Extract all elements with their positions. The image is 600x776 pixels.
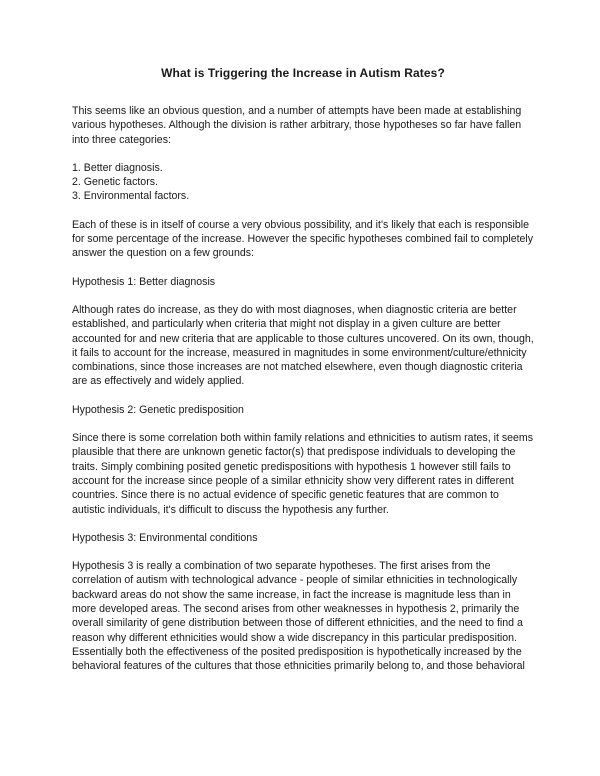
hypothesis-1-body: Although rates do increase, as they do with most diagnoses, when diagnostic criteria are better established, and particularly when criteria that might not display in a given culture are better accounted for and new criteria that are applicable to those cultures uncovered. On its own, though, it fails to account for the increase, measured in magnitudes in some environment/culture/ethnicity combinations, since those increases are not matched elsewhere, even though diagnostic criteria are as effectively and widely applied. — [72, 303, 534, 388]
category-item: 1. Better diagnosis. — [72, 161, 163, 174]
category-item: 2. Genetic factors. — [72, 176, 158, 189]
document-title: What is Triggering the Increase in Autism Rates? — [161, 66, 445, 80]
intro-paragraph: This seems like an obvious question, and a number of attempts have been made at establishing various hypotheses. Although the division is rather arbitrary, those hypotheses so far have fallen into three categories: — [72, 105, 522, 146]
category-item: 3. Environmental factors. — [72, 190, 190, 203]
hypothesis-2-body: Since there is some correlation both within family relations and ethnicities to autism rates, it seems plausible that there are unknown genetic factor(s) that predispose individuals to developing the traits. Simply combining posited genetic predispositions with hypothesis 1 however still fails to account for the increase since people of a similar ethnicity show very different rates in different countries. Since there is no actual evidence of specific genetic features that are common to autistic individuals, it's difficult to discuss the hypothesis any further. — [72, 432, 534, 516]
hypothesis-3-heading: Hypothesis 3: Environmental conditions — [72, 531, 258, 544]
document-page — [72, 66, 534, 674]
categories-list — [72, 161, 534, 204]
hypothesis-3-body: Hypothesis 3 is really a combination of two separate hypotheses. The first arises from the correlation of autism with technological advance - people of similar ethnicities in technologically backward areas do not show the same increase, in fact the increase is magnitude less than in more developed areas. The second arises from other weaknesses in hypothesis 2, primarily the overall similarity of gene distribution between those of different ethnicities, and the need to find a reason why different ethnicities would show a wide discrepancy in this particular predisposition. Essentially both the effectiveness of the posited predisposition is hypothetically increased by the behavioral features of the cultures that those ethnicities primarily belong to, and those behavioral — [72, 560, 525, 673]
hypothesis-2-heading: Hypothesis 2: Genetic predisposition — [72, 403, 244, 416]
hypothesis-1-heading: Hypothesis 1: Better diagnosis — [72, 275, 216, 288]
summary-paragraph: Each of these is in itself of course a very obvious possibility, and it's likely that each is responsible for some percentage of the increase. However the specific hypotheses combined fail to completely answer the question on a few grounds: — [72, 218, 534, 260]
